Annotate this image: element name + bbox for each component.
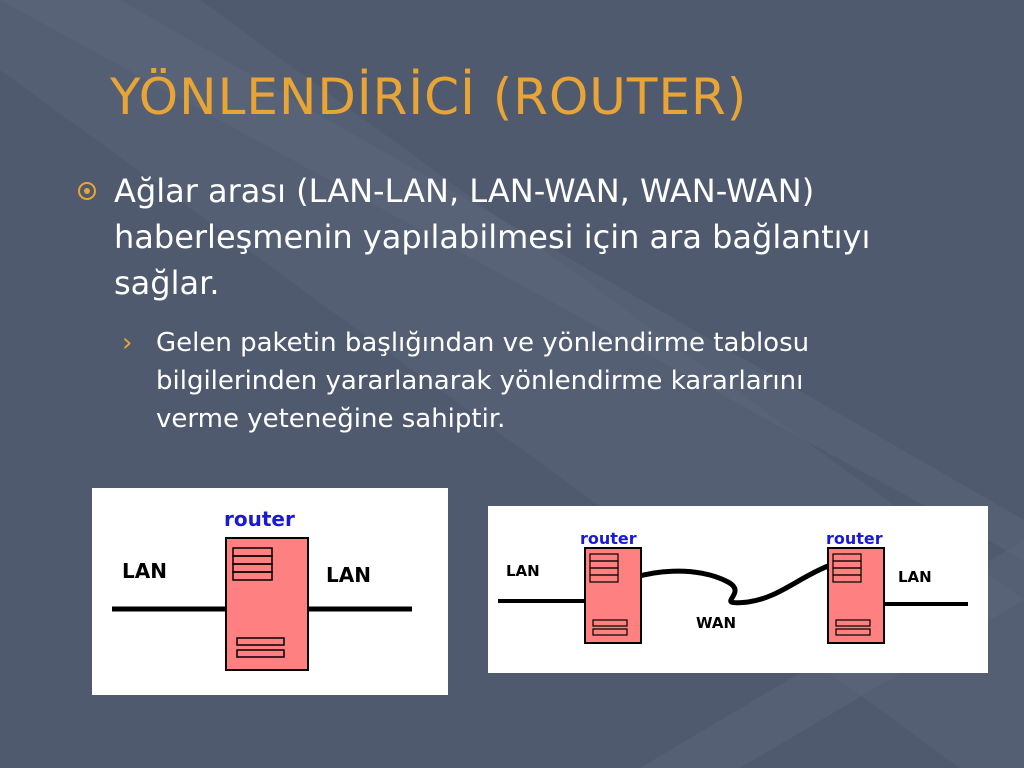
bullet-sub-text: Gelen paketin başlığından ve yönlendirme tablosu bilgilerinden yararlanarak yönlendirme kararlarını verme yeteneğine sahiptir. [156, 328, 810, 434]
router-box-right [828, 548, 884, 643]
router-box-left [585, 548, 641, 643]
circle-bullet-icon [78, 182, 96, 200]
router-label: router [224, 507, 295, 531]
router-left-label: router [580, 529, 637, 548]
lan-lan-diagram-svg [92, 488, 448, 695]
lan-wan-lan-diagram-svg [488, 506, 988, 673]
lan-wan-lan-diagram [488, 506, 988, 673]
bullet-main-text: Ağlar arası (LAN-LAN, LAN-WAN, WAN-WAN) haberleşmenin yapılabilmesi için ara bağlantıyı sağlar. [114, 172, 871, 302]
chevron-right-icon: › [122, 328, 133, 358]
wan-label: WAN [696, 614, 737, 632]
left-lan-label: LAN [506, 562, 540, 580]
right-lan-label: LAN [898, 568, 932, 586]
router-box [226, 538, 308, 670]
lan-lan-diagram [92, 488, 448, 695]
right-lan-label: LAN [326, 563, 371, 587]
router-right-label: router [826, 529, 883, 548]
bullet-sub [122, 324, 862, 438]
bullet-main [78, 168, 878, 306]
slide-title: YÖNLENDİRİCİ (ROUTER) [110, 68, 748, 126]
left-lan-label: LAN [122, 559, 167, 583]
wan-link [614, 566, 828, 603]
